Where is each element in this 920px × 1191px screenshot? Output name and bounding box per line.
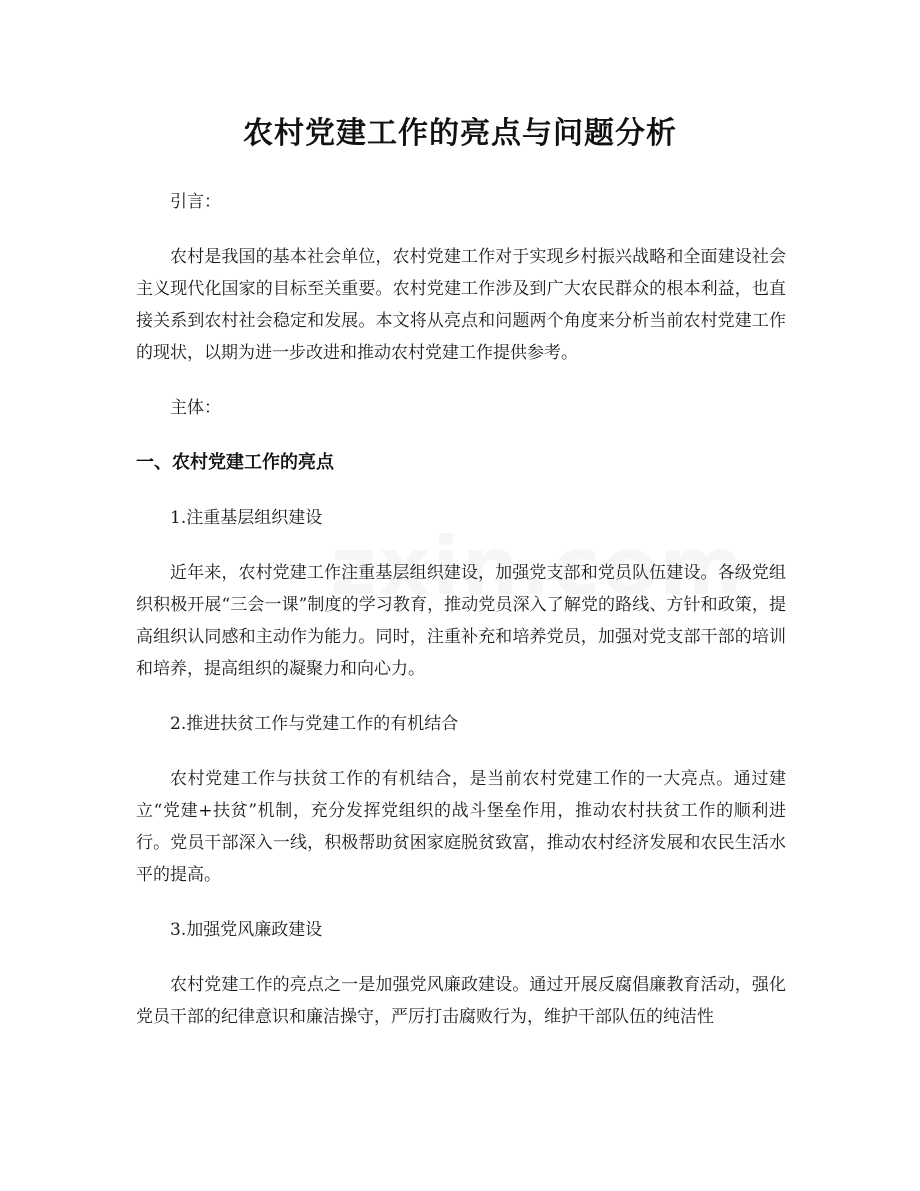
page-title: 农村党建工作的亮点与问题分析	[243, 116, 677, 151]
body-label: 主体：	[170, 398, 221, 418]
intro-paragraph: 农村是我国的基本社会单位，农村党建工作对于实现乡村振兴战略和全面建设社会主义现代化国家的目标至关重要。农村党建工作涉及到广大农民群众的根本利益，也直接关系到农村社会稳定和发展。本文将从亮点和问题两个角度来分析当前农村党建工作的现状，以期为进一步改进和推动农村党建工作提供参考。	[136, 247, 786, 363]
document-body	[136, 186, 786, 1056]
subsection-paragraph-3: 农村党建工作的亮点之一是加强党风廉政建设。通过开展反腐倡廉教育活动，强化党员干部的纪律意识和廉洁操守，严厉打击腐败行为，维护干部队伍的纯洁性	[136, 975, 786, 1027]
subsection-heading-1: 1.注重基层组织建设	[170, 508, 323, 528]
intro-label: 引言：	[170, 192, 221, 212]
section-heading: 一、农村党建工作的亮点	[136, 452, 334, 473]
subsection-heading-3: 3.加强党风廉政建设	[170, 920, 323, 940]
subsection-paragraph-1: 近年来，农村党建工作注重基层组织建设，加强党支部和党员队伍建设。各级党组织积极开展“三会一课”制度的学习教育，推动党员深入了解党的路线、方针和政策，提高组织认同感和主动作为能力。同时，注重补充和培养党员，加强对党支部干部的培训和培养，提高组织的凝聚力和向心力。	[136, 563, 786, 679]
subsection-paragraph-2: 农村党建工作与扶贫工作的有机结合，是当前农村党建工作的一大亮点。通过建立“党建+扶贫”机制，充分发挥党组织的战斗堡垒作用，推动农村扶贫工作的顺利进行。党员干部深入一线，积极帮助贫困家庭脱贫致富，推动农村经济发展和农民生活水平的提高。	[136, 769, 786, 885]
subsection-heading-2: 2.推进扶贫工作与党建工作的有机结合	[170, 714, 459, 734]
